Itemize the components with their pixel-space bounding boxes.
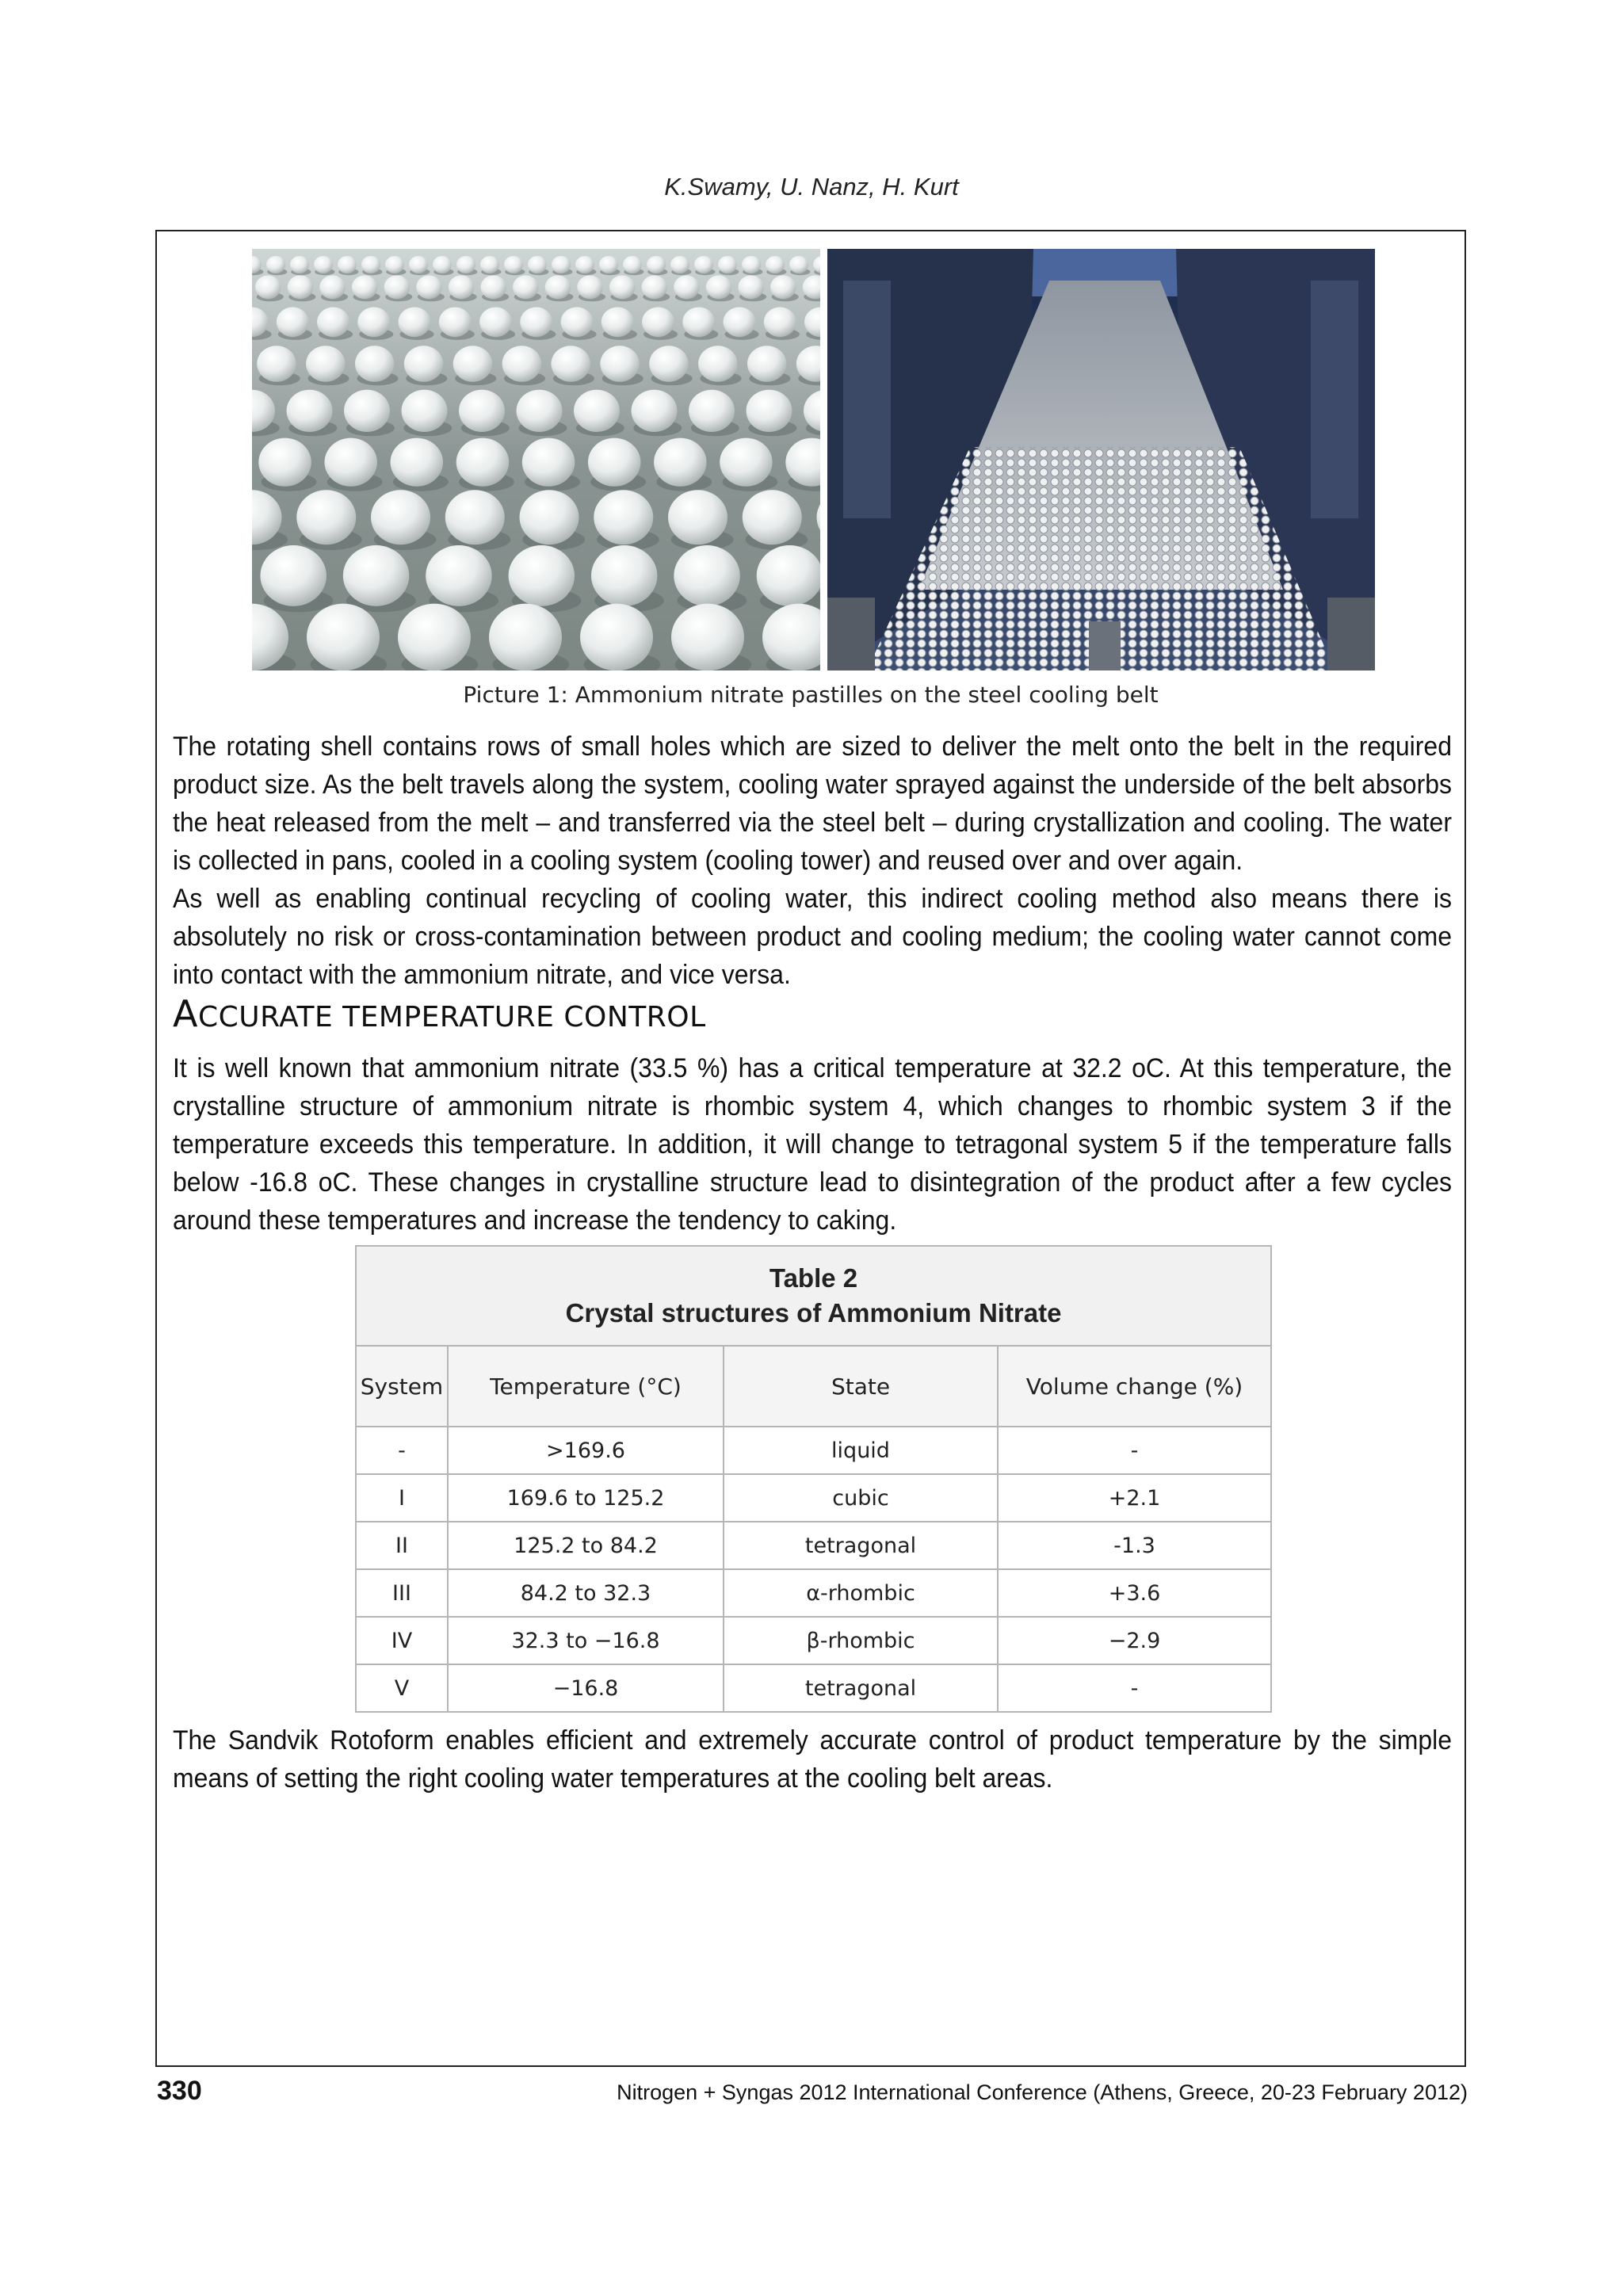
table-cell: 169.6 to 125.2 <box>448 1474 724 1522</box>
column-header: State <box>724 1346 998 1427</box>
pastille <box>258 438 311 487</box>
pastille <box>599 256 618 273</box>
table-cell: tetragonal <box>724 1522 998 1569</box>
pastille <box>324 438 377 487</box>
table-cell: - <box>998 1427 1271 1474</box>
running-head: K.Swamy, U. Nanz, H. Kurt <box>664 173 959 201</box>
column-header: System <box>356 1346 448 1427</box>
pastille <box>588 438 641 487</box>
pastille <box>355 346 395 382</box>
table-row <box>356 1617 1271 1664</box>
pastille <box>764 307 796 337</box>
pastille <box>668 490 727 544</box>
pastille <box>632 390 678 432</box>
pastille <box>439 307 472 337</box>
pastille <box>770 275 796 299</box>
paragraph-4: The Sandvik Rotoform enables efficient and extremely accurate control of product temperature by the simple means of setting the right cooling water temperatures at the cooling belt areas. <box>173 1725 1452 1794</box>
table-cell: α-rhombic <box>724 1569 998 1617</box>
pastille <box>528 256 547 273</box>
pastille <box>600 346 640 382</box>
pastille <box>654 438 707 487</box>
pastille <box>698 346 738 382</box>
table-cell: tetragonal <box>724 1664 998 1712</box>
pastille <box>480 275 506 299</box>
pastille <box>404 346 444 382</box>
pastille <box>552 256 571 273</box>
table-cell: IV <box>356 1617 448 1664</box>
pastille <box>609 275 636 299</box>
table-cell: V <box>356 1664 448 1712</box>
paragraph-3: It is well known that ammonium nitrate (33.5 %) has a critical temperature at 32.2 oC. At this temperature, the crystalline structure of ammonium nitrate is rhombic system 4, which changes to rhombic system 3 if the temperature exceeds this temperature. In addition, it will change to tetragonal system 5 if the temperature falls below -16.8 oC. These changes in crystalline structure lead to disintegration of the product after a few cycles around these temperatures and increase the tendency to caking. <box>173 1053 1452 1236</box>
pastille <box>575 256 594 273</box>
pastille <box>445 490 505 544</box>
pastille <box>352 275 378 299</box>
pastille <box>307 604 380 670</box>
pastille <box>255 275 281 299</box>
pastille <box>257 346 296 382</box>
pastille <box>402 390 448 432</box>
cooling-belt-photo <box>827 249 1375 670</box>
pastille <box>306 346 346 382</box>
figure-caption: Picture 1: Ammonium nitrate pastilles on the steel cooling belt <box>463 682 1159 708</box>
table-cell: - <box>356 1427 448 1474</box>
pastille <box>757 545 820 606</box>
pastille <box>623 256 642 273</box>
pastille <box>513 275 539 299</box>
table-cell: 32.3 to −16.8 <box>448 1617 724 1664</box>
pastille <box>674 275 700 299</box>
pastille <box>343 545 410 606</box>
table-row <box>356 1427 1271 1474</box>
pastille <box>266 256 285 273</box>
conference-footer: Nitrogen + Syngas 2012 International Conference (Athens, Greece, 20-23 February 2012) <box>617 2080 1468 2104</box>
pastille <box>433 256 452 273</box>
pastille <box>747 390 792 432</box>
pastille <box>594 490 653 544</box>
table-cell: II <box>356 1522 448 1569</box>
table-cell: +3.6 <box>998 1569 1271 1617</box>
pastille <box>453 346 493 382</box>
pastille <box>689 390 735 432</box>
pastille <box>520 490 579 544</box>
pastille <box>743 490 802 544</box>
pastille <box>459 390 505 432</box>
content-frame <box>155 230 1466 2067</box>
page-number: 330 <box>157 2076 202 2106</box>
pastille <box>384 275 411 299</box>
table-cell: liquid <box>724 1427 998 1474</box>
paragraph-2: As well as enabling continual recycling of cooling water, this indirect cooling method also means there is absolutely no risk or cross-contamination between product and cooling medium; the cooling water cannot come into contact with the ammonium nitrate, and vice versa. <box>173 884 1452 990</box>
pastille <box>574 390 620 432</box>
pastilles-closeup-photo <box>252 249 820 670</box>
pastille <box>789 256 808 273</box>
table-cell: I <box>356 1474 448 1522</box>
paragraph-1: The rotating shell contains rows of small holes which are sized to deliver the melt onto the belt in the required product size. As the belt travels along the system, cooling water sprayed against the underside of the belt absorbs the heat released from the melt – and transferred via the steel belt – during crystallization and cooling. The water is collected in pans, cooled in a cooling system (cooling tower) and reused over and over again. <box>173 732 1452 876</box>
pastille <box>517 390 563 432</box>
pastille <box>449 275 475 299</box>
pastille <box>287 390 333 432</box>
pastille <box>319 275 346 299</box>
pastille <box>561 307 594 337</box>
pastille <box>502 346 542 382</box>
pastille <box>738 275 764 299</box>
table-title-row <box>356 1246 1271 1346</box>
crystal-structures-table <box>355 1245 1272 1713</box>
pastille <box>288 275 314 299</box>
pastille <box>718 256 737 273</box>
pastille <box>591 545 658 606</box>
pastille <box>647 256 666 273</box>
pastille <box>694 256 713 273</box>
pastille <box>290 256 309 273</box>
pastille <box>522 438 575 487</box>
table-cell: 125.2 to 84.2 <box>448 1522 724 1569</box>
column-header: Volume change (%) <box>998 1346 1271 1427</box>
table-row <box>356 1664 1271 1712</box>
table-row <box>356 1522 1271 1569</box>
pastille <box>317 307 349 337</box>
pastille <box>409 256 428 273</box>
pastille <box>338 256 357 273</box>
pastille <box>416 275 442 299</box>
pastille <box>371 490 430 544</box>
table-row <box>356 1474 1271 1522</box>
pastille <box>277 307 309 337</box>
pastille <box>520 307 552 337</box>
table-caption: Crystal structures of Ammonium Nitrate <box>565 1298 1062 1328</box>
table-header-row <box>356 1346 1271 1427</box>
column-header: Temperature (°C) <box>448 1346 724 1427</box>
table-title <box>356 1246 1271 1346</box>
pastille <box>480 256 499 273</box>
table-cell: −2.9 <box>998 1617 1271 1664</box>
pastille <box>742 256 761 273</box>
table-cell: cubic <box>724 1474 998 1522</box>
heading-rest: CCURATE TEMPERATURE CONTROL <box>197 1001 706 1033</box>
pastille <box>361 256 380 273</box>
table-cell: β-rhombic <box>724 1617 998 1664</box>
table-number: Table 2 <box>769 1263 858 1293</box>
table-cell: 84.2 to 32.3 <box>448 1569 724 1617</box>
pastille <box>747 346 787 382</box>
pastille <box>720 438 773 487</box>
pastille <box>682 307 715 337</box>
pastille <box>670 256 689 273</box>
pastille <box>766 256 785 273</box>
figure-photos <box>252 249 1375 670</box>
table-cell: III <box>356 1569 448 1617</box>
table-cell: +2.1 <box>998 1474 1271 1522</box>
pastille <box>260 545 327 606</box>
heading-initial: A <box>173 992 198 1035</box>
pastille <box>551 346 590 382</box>
pastille <box>456 256 475 273</box>
pastille <box>671 604 744 670</box>
pastille <box>456 438 510 487</box>
pastille <box>344 390 390 432</box>
table-cell: −16.8 <box>448 1664 724 1712</box>
table-row <box>356 1569 1271 1617</box>
pastille <box>706 275 732 299</box>
pastille <box>504 256 523 273</box>
pastille <box>642 275 668 299</box>
pastille <box>674 545 740 606</box>
pastille <box>426 545 492 606</box>
section-heading <box>173 992 706 1035</box>
pastille <box>642 307 674 337</box>
pastille <box>398 604 471 670</box>
pastille <box>489 604 562 670</box>
pastille <box>545 275 571 299</box>
pastille <box>357 307 390 337</box>
pastille <box>724 307 756 337</box>
pastille <box>385 256 404 273</box>
table-cell: - <box>998 1664 1271 1712</box>
pastille <box>296 490 356 544</box>
pastille <box>479 307 512 337</box>
pastille <box>601 307 634 337</box>
table-cell: -1.3 <box>998 1522 1271 1569</box>
pastille <box>399 307 431 337</box>
pastille <box>314 256 333 273</box>
pastille <box>509 545 575 606</box>
pastille <box>649 346 689 382</box>
table-cell: >169.6 <box>448 1427 724 1474</box>
pastille <box>577 275 603 299</box>
pastille <box>391 438 444 487</box>
pastille <box>580 604 653 670</box>
